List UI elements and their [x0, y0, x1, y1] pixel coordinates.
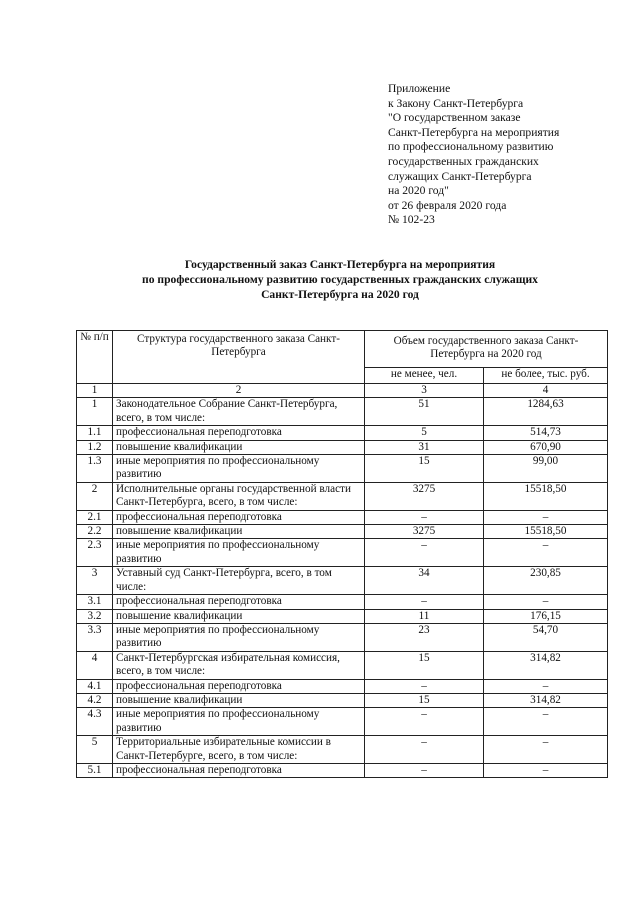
row-name: повышение квалификации [113, 609, 365, 623]
order-table-body [77, 331, 608, 778]
header-num: № п/п [77, 331, 113, 384]
row-people: 5 [365, 426, 484, 440]
colnum-4: 4 [484, 384, 608, 398]
table-row [77, 609, 608, 623]
table-row [77, 736, 608, 764]
appendix-line: "О государственном заказе [388, 111, 521, 125]
row-name: Санкт-Петербургская избирательная комиссия, всего, в том числе: [113, 651, 365, 679]
row-people: 15 [365, 651, 484, 679]
row-rub: – [484, 510, 608, 524]
table-row [77, 398, 608, 426]
appendix-line: служащих Санкт-Петербурга [388, 169, 532, 183]
row-people: – [365, 736, 484, 764]
header-min-people: не менее, чел. [365, 368, 484, 384]
row-people: 3275 [365, 525, 484, 539]
header-structure: Структура государственного заказа Санкт-Петербурга [113, 331, 365, 384]
row-people: – [365, 708, 484, 736]
row-people: 3275 [365, 482, 484, 510]
document-title [80, 257, 600, 302]
row-number: 3 [77, 567, 113, 595]
row-name: иные мероприятия по профессиональному развитию [113, 708, 365, 736]
row-name: профессиональная переподготовка [113, 510, 365, 524]
table-row [77, 763, 608, 777]
row-rub: 176,15 [484, 609, 608, 623]
row-rub: 514,73 [484, 426, 608, 440]
row-name: профессиональная переподготовка [113, 679, 365, 693]
appendix-line: от 26 февраля 2020 года [388, 198, 507, 212]
row-rub: – [484, 708, 608, 736]
row-number: 2.2 [77, 525, 113, 539]
row-number: 2.3 [77, 539, 113, 567]
row-people: – [365, 510, 484, 524]
row-number: 1 [77, 398, 113, 426]
row-number: 1.3 [77, 455, 113, 483]
table-row [77, 595, 608, 609]
table-row [77, 651, 608, 679]
row-rub: – [484, 736, 608, 764]
row-number: 3.3 [77, 623, 113, 651]
title-line: по профессиональному развитию государственных гражданских служащих [142, 273, 538, 286]
row-rub: 314,82 [484, 651, 608, 679]
table-row [77, 708, 608, 736]
row-people: – [365, 595, 484, 609]
appendix-line: Приложение [388, 82, 451, 95]
table-row [77, 455, 608, 483]
row-people: – [365, 763, 484, 777]
row-number: 2.1 [77, 510, 113, 524]
colnum-2: 2 [113, 384, 365, 398]
row-rub: 15518,50 [484, 525, 608, 539]
row-people: 11 [365, 609, 484, 623]
row-name: иные мероприятия по профессиональному развитию [113, 539, 365, 567]
table-row [77, 623, 608, 651]
row-rub: 1284,63 [484, 398, 608, 426]
row-rub: 670,90 [484, 440, 608, 454]
row-name: повышение квалификации [113, 693, 365, 707]
row-rub: – [484, 679, 608, 693]
row-name: повышение квалификации [113, 525, 365, 539]
table-row [77, 482, 608, 510]
row-name: Территориальные избирательные комиссии в Санкт-Петербурге, всего, в том числе: [113, 736, 365, 764]
row-rub: – [484, 595, 608, 609]
table-row [77, 510, 608, 524]
row-people: 15 [365, 455, 484, 483]
row-people: 23 [365, 623, 484, 651]
row-number: 4 [77, 651, 113, 679]
row-rub: 15518,50 [484, 482, 608, 510]
table-header-row [77, 331, 608, 368]
table-row [77, 426, 608, 440]
appendix-block [388, 82, 608, 228]
row-people: – [365, 539, 484, 567]
order-table [76, 330, 608, 778]
appendix-line: № 102-23 [388, 213, 435, 227]
row-rub: 230,85 [484, 567, 608, 595]
appendix-line: на 2020 год" [388, 184, 449, 198]
row-people: 34 [365, 567, 484, 595]
table-row [77, 679, 608, 693]
table-row [77, 567, 608, 595]
row-number: 1.2 [77, 440, 113, 454]
header-max-rub: не более, тыс. руб. [484, 368, 608, 384]
row-number: 3.1 [77, 595, 113, 609]
row-people: 31 [365, 440, 484, 454]
table-row [77, 693, 608, 707]
row-number: 2 [77, 482, 113, 510]
row-name: повышение квалификации [113, 440, 365, 454]
row-number: 4.1 [77, 679, 113, 693]
row-number: 1.1 [77, 426, 113, 440]
appendix-line: к Закону Санкт-Петербурга [388, 96, 524, 110]
row-name: Уставный суд Санкт-Петербурга, всего, в том числе: [113, 567, 365, 595]
row-people: 51 [365, 398, 484, 426]
row-name: Законодательное Собрание Санкт-Петербурга, всего, в том числе: [113, 398, 365, 426]
row-name: иные мероприятия по профессиональному развитию [113, 623, 365, 651]
row-rub: – [484, 763, 608, 777]
row-rub: 314,82 [484, 693, 608, 707]
row-number: 3.2 [77, 609, 113, 623]
table-row [77, 525, 608, 539]
row-name: иные мероприятия по профессиональному развитию [113, 455, 365, 483]
row-number: 5 [77, 736, 113, 764]
row-people: 15 [365, 693, 484, 707]
row-rub: 99,00 [484, 455, 608, 483]
appendix-line: по профессиональному развитию [388, 140, 554, 154]
row-rub: 54,70 [484, 623, 608, 651]
title-line: Государственный заказ Санкт-Петербурга на мероприятия [184, 258, 496, 271]
appendix-line: государственных гражданских [388, 154, 539, 168]
table-row [77, 440, 608, 454]
header-volume: Объем государственного заказа Санкт-Петербурга на 2020 год [365, 331, 608, 368]
row-name: Исполнительные органы государственной власти Санкт-Петербурга, всего, в том числе: [113, 482, 365, 510]
row-name: профессиональная переподготовка [113, 426, 365, 440]
row-number: 5.1 [77, 763, 113, 777]
title-line: Санкт-Петербурга на 2020 год [261, 288, 419, 301]
appendix-line: Санкт-Петербурга на мероприятия [388, 125, 560, 139]
table-colnum-row [77, 384, 608, 398]
row-name: профессиональная переподготовка [113, 595, 365, 609]
row-number: 4.3 [77, 708, 113, 736]
table-row [77, 539, 608, 567]
colnum-3: 3 [365, 384, 484, 398]
row-number: 4.2 [77, 693, 113, 707]
row-people: – [365, 679, 484, 693]
colnum-1: 1 [77, 384, 113, 398]
row-name: профессиональная переподготовка [113, 763, 365, 777]
row-rub: – [484, 539, 608, 567]
